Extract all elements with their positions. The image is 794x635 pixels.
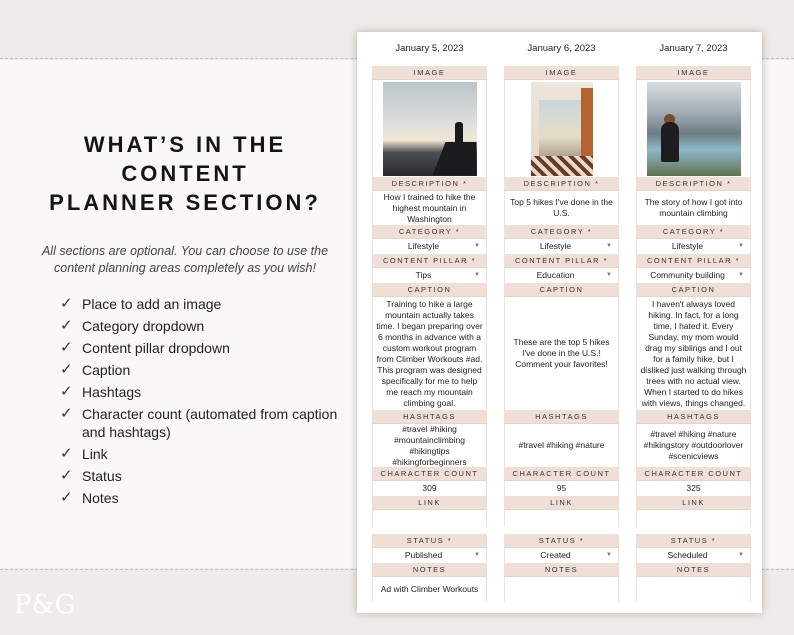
- category-header: CATEGORY *: [504, 225, 619, 239]
- status-header: STATUS *: [372, 534, 487, 548]
- notes-field[interactable]: Ad with Climber Workouts: [372, 577, 487, 602]
- description-field[interactable]: The story of how I got into mountain climbing: [636, 191, 751, 225]
- link-field[interactable]: [372, 510, 487, 526]
- pillar-header: CONTENT PILLAR *: [636, 254, 751, 268]
- character-count: 309: [372, 481, 487, 496]
- feature-item: [60, 489, 350, 507]
- feature-item: [60, 361, 350, 379]
- status-dropdown[interactable]: [372, 548, 487, 563]
- pillar-dropdown[interactable]: [636, 268, 751, 283]
- notes-field[interactable]: [636, 577, 751, 602]
- category-dropdown[interactable]: [372, 239, 487, 254]
- heading-line: PLANNER SECTION?: [49, 190, 321, 215]
- hashtags-field[interactable]: #travel #hiking #mountainclimbing #hikingtips #hikingforbeginners: [372, 424, 487, 467]
- check-icon: ✓: [60, 295, 73, 312]
- heading-line: CONTENT: [121, 161, 249, 186]
- planner-column: [636, 32, 751, 602]
- chevron-down-icon: ▼: [474, 552, 480, 558]
- status-value: Created: [540, 550, 571, 560]
- image-header: IMAGE: [504, 66, 619, 80]
- category-dropdown[interactable]: [504, 239, 619, 254]
- notes-header: NOTES: [372, 563, 487, 577]
- feature-label: Caption: [82, 362, 131, 378]
- category-dropdown[interactable]: [636, 239, 751, 254]
- image-header: IMAGE: [372, 66, 487, 80]
- image-cell[interactable]: [636, 80, 751, 177]
- chevron-down-icon: ▼: [738, 552, 744, 558]
- pillar-value: Community building: [650, 270, 725, 280]
- check-icon: ✓: [60, 361, 73, 378]
- feature-label: Hashtags: [82, 384, 142, 400]
- category-header: CATEGORY *: [636, 225, 751, 239]
- image-cell[interactable]: [504, 80, 619, 177]
- feature-item: [60, 295, 350, 313]
- description-header: DESCRIPTION *: [504, 177, 619, 191]
- chevron-down-icon: ▼: [738, 272, 744, 278]
- status-header: STATUS *: [636, 534, 751, 548]
- column-date: January 6, 2023: [527, 43, 596, 54]
- image-cell[interactable]: [372, 80, 487, 177]
- feature-item: [60, 339, 350, 357]
- feature-label: Status: [82, 468, 122, 484]
- feature-label: Category dropdown: [82, 318, 205, 334]
- brand-logo: P&G: [14, 590, 76, 620]
- link-field[interactable]: [636, 510, 751, 526]
- feature-label: Place to add an image: [82, 296, 222, 312]
- count-header: CHARACTER COUNT: [636, 467, 751, 481]
- intro-text: All sections are optional. You can choose to use the content planning areas completely as you wish!: [41, 244, 329, 275]
- pillar-header: CONTENT PILLAR *: [372, 254, 487, 268]
- link-header: LINK: [636, 496, 751, 510]
- notes-field[interactable]: [504, 577, 619, 602]
- pillar-dropdown[interactable]: [372, 268, 487, 283]
- spacer: [636, 526, 751, 534]
- feature-label: Notes: [82, 490, 119, 506]
- caption-header: CAPTION: [372, 283, 487, 297]
- description-header: DESCRIPTION *: [372, 177, 487, 191]
- count-header: CHARACTER COUNT: [504, 467, 619, 481]
- category-value: Lifestyle: [539, 241, 572, 251]
- caption-header: CAPTION: [636, 283, 751, 297]
- description-field[interactable]: How I trained to hike the highest mountain in Washington: [372, 191, 487, 225]
- character-count: 325: [636, 481, 751, 496]
- caption-field[interactable]: Training to hike a large mountain actually takes time. I began preparing over 6 months in advance with a custom workout program from Climber Workouts #ad. This program was designed specifically for me to help me reach my mountain climbing goal.: [372, 297, 487, 410]
- notes-header: NOTES: [636, 563, 751, 577]
- chevron-down-icon: ▼: [474, 272, 480, 278]
- hashtags-field[interactable]: #travel #hiking #nature #hikingstory #outdoorlover #scenicviews: [636, 424, 751, 467]
- check-icon: ✓: [60, 405, 73, 422]
- caption-header: CAPTION: [504, 283, 619, 297]
- planner-column: [504, 32, 619, 602]
- feature-item: [60, 445, 350, 463]
- character-count: 95: [504, 481, 619, 496]
- status-dropdown[interactable]: [504, 548, 619, 563]
- pillar-dropdown[interactable]: [504, 268, 619, 283]
- link-header: LINK: [372, 496, 487, 510]
- check-icon: ✓: [60, 339, 73, 356]
- chevron-down-icon: ▼: [606, 243, 612, 249]
- check-icon: ✓: [60, 383, 73, 400]
- notes-header: NOTES: [504, 563, 619, 577]
- hashtags-field[interactable]: #travel #hiking #nature: [504, 424, 619, 467]
- feature-item: [60, 383, 350, 401]
- description-field[interactable]: Top 5 hikes I've done in the U.S.: [504, 191, 619, 225]
- feature-label: Character count (automated from caption and hashtags): [82, 406, 338, 440]
- pillar-value: Tips: [415, 270, 432, 280]
- column-date: January 7, 2023: [659, 43, 728, 54]
- feature-list: [60, 295, 350, 507]
- chevron-down-icon: ▼: [738, 243, 744, 249]
- left-panel: [20, 130, 350, 511]
- feature-item: [60, 405, 350, 441]
- pillar-value: Education: [536, 270, 575, 280]
- chevron-down-icon: ▼: [606, 552, 612, 558]
- planner-sheet: [357, 32, 762, 613]
- caption-field[interactable]: These are the top 5 hikes I've done in the U.S.! Comment your favorites!: [504, 297, 619, 410]
- check-icon: ✓: [60, 467, 73, 484]
- hashtags-header: HASHTAGS: [372, 410, 487, 424]
- heading-line: WHAT’S IN THE: [83, 132, 287, 157]
- check-icon: ✓: [60, 445, 73, 462]
- category-header: CATEGORY *: [372, 225, 487, 239]
- chevron-down-icon: ▼: [606, 272, 612, 278]
- chevron-down-icon: ▼: [474, 243, 480, 249]
- hiker-lake-icon: [647, 82, 741, 176]
- check-icon: ✓: [60, 317, 73, 334]
- status-value: Scheduled: [667, 550, 708, 560]
- category-value: Lifestyle: [671, 241, 704, 251]
- feature-item: [60, 317, 350, 335]
- hashtags-header: HASHTAGS: [636, 410, 751, 424]
- link-header: LINK: [504, 496, 619, 510]
- feature-item: [60, 467, 350, 485]
- tent-view-icon: [531, 82, 593, 176]
- check-icon: ✓: [60, 489, 73, 506]
- column-date: January 5, 2023: [395, 43, 464, 54]
- count-header: CHARACTER COUNT: [372, 467, 487, 481]
- planner-column: [372, 32, 487, 602]
- mountain-summit-icon: [383, 82, 477, 176]
- status-value: Published: [404, 550, 443, 560]
- description-header: DESCRIPTION *: [636, 177, 751, 191]
- spacer: [504, 526, 619, 534]
- link-field[interactable]: [504, 510, 619, 526]
- spacer: [372, 526, 487, 534]
- feature-label: Content pillar dropdown: [82, 340, 230, 356]
- category-value: Lifestyle: [407, 241, 440, 251]
- image-header: IMAGE: [636, 66, 751, 80]
- status-dropdown[interactable]: [636, 548, 751, 563]
- hashtags-header: HASHTAGS: [504, 410, 619, 424]
- status-header: STATUS *: [504, 534, 619, 548]
- caption-field[interactable]: I haven't always loved hiking. In fact, for a long time, I hated it. Every Sunday, my mom would drag my siblings and I out for a family hike, but I disliked just walking through trees with no actual view. When I started to do hikes with views, things changed.: [636, 297, 751, 410]
- feature-label: Link: [82, 446, 108, 462]
- section-heading: [20, 130, 350, 217]
- pillar-header: CONTENT PILLAR *: [504, 254, 619, 268]
